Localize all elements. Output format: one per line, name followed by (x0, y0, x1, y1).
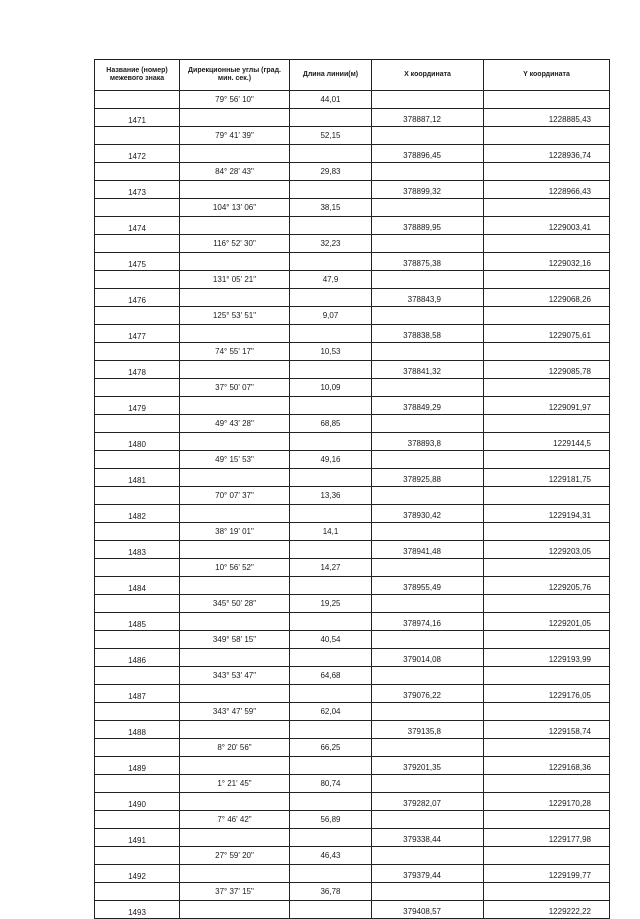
x-coordinate-cell: 379076,22 (372, 685, 484, 703)
y-coordinate-cell (484, 739, 610, 757)
line-length-cell (290, 181, 372, 199)
line-length-cell: 47,9 (290, 271, 372, 289)
line-length-cell: 52,15 (290, 127, 372, 145)
point-name-cell: 1472 (95, 145, 180, 163)
line-length-cell (290, 433, 372, 451)
table-row (95, 649, 610, 667)
line-length-cell (290, 397, 372, 415)
y-coordinate-cell: 1228966,43 (484, 181, 610, 199)
line-length-cell: 68,85 (290, 415, 372, 433)
table-row (95, 901, 610, 919)
table-row (95, 721, 610, 739)
table-row (95, 811, 610, 829)
table-row (95, 505, 610, 523)
point-name-cell: 1483 (95, 541, 180, 559)
point-name-cell: 1488 (95, 721, 180, 739)
point-name-cell: 1480 (95, 433, 180, 451)
point-name-cell: 1489 (95, 757, 180, 775)
direction-angle-cell (180, 865, 290, 883)
table-row (95, 343, 610, 361)
direction-angle-cell: 27° 59' 20" (180, 847, 290, 865)
point-name-cell: 1475 (95, 253, 180, 271)
y-coordinate-cell: 1229194,31 (484, 505, 610, 523)
line-length-cell (290, 721, 372, 739)
line-length-cell: 80,74 (290, 775, 372, 793)
x-coordinate-cell (372, 631, 484, 649)
x-coordinate-cell (372, 595, 484, 613)
direction-angle-cell: 10° 56' 52" (180, 559, 290, 577)
x-coordinate-cell (372, 703, 484, 721)
x-coordinate-cell (372, 883, 484, 901)
line-length-cell: 56,89 (290, 811, 372, 829)
point-name-cell: 1473 (95, 181, 180, 199)
line-length-cell: 40,54 (290, 631, 372, 649)
x-coordinate-cell (372, 91, 484, 109)
table-row (95, 199, 610, 217)
direction-angle-cell (180, 325, 290, 343)
x-coordinate-cell (372, 343, 484, 361)
line-length-cell (290, 577, 372, 595)
header-length: Длина линии(м) (290, 60, 372, 91)
x-coordinate-cell: 378843,9 (372, 289, 484, 307)
point-name-cell (95, 163, 180, 181)
table-row (95, 595, 610, 613)
table-row (95, 469, 610, 487)
direction-angle-cell (180, 829, 290, 847)
boundary-points-table (94, 59, 610, 919)
table-row (95, 757, 610, 775)
direction-angle-cell: 37° 37' 15" (180, 883, 290, 901)
direction-angle-cell: 343° 53' 47" (180, 667, 290, 685)
point-name-cell (95, 667, 180, 685)
y-coordinate-cell: 1229168,36 (484, 757, 610, 775)
point-name-cell (95, 127, 180, 145)
y-coordinate-cell (484, 811, 610, 829)
x-coordinate-cell: 378893,8 (372, 433, 484, 451)
point-name-cell (95, 379, 180, 397)
y-coordinate-cell: 1229203,05 (484, 541, 610, 559)
direction-angle-cell (180, 397, 290, 415)
x-coordinate-cell (372, 271, 484, 289)
direction-angle-cell (180, 721, 290, 739)
direction-angle-cell (180, 613, 290, 631)
y-coordinate-cell: 1229193,99 (484, 649, 610, 667)
direction-angle-cell (180, 901, 290, 919)
line-length-cell (290, 325, 372, 343)
table-body (95, 91, 610, 919)
table-row (95, 325, 610, 343)
point-name-cell (95, 451, 180, 469)
line-length-cell: 46,43 (290, 847, 372, 865)
x-coordinate-cell: 378925,88 (372, 469, 484, 487)
point-name-cell (95, 199, 180, 217)
point-name-cell (95, 91, 180, 109)
y-coordinate-cell (484, 127, 610, 145)
y-coordinate-cell (484, 487, 610, 505)
point-name-cell (95, 415, 180, 433)
table-row (95, 631, 610, 649)
direction-angle-cell: 49° 43' 28" (180, 415, 290, 433)
point-name-cell (95, 811, 180, 829)
x-coordinate-cell: 379379,44 (372, 865, 484, 883)
point-name-cell: 1484 (95, 577, 180, 595)
point-name-cell: 1485 (95, 613, 180, 631)
line-length-cell (290, 361, 372, 379)
direction-angle-cell (180, 289, 290, 307)
point-name-cell: 1492 (95, 865, 180, 883)
x-coordinate-cell (372, 235, 484, 253)
direction-angle-cell (180, 577, 290, 595)
point-name-cell (95, 235, 180, 253)
header-name: Название (номер) межевого знака (95, 60, 180, 91)
line-length-cell (290, 613, 372, 631)
x-coordinate-cell (372, 163, 484, 181)
x-coordinate-cell: 378930,42 (372, 505, 484, 523)
line-length-cell (290, 469, 372, 487)
direction-angle-cell (180, 181, 290, 199)
direction-angle-cell (180, 685, 290, 703)
x-coordinate-cell: 379338,44 (372, 829, 484, 847)
x-coordinate-cell: 378849,29 (372, 397, 484, 415)
header-y: Y координата (484, 60, 610, 91)
direction-angle-cell: 38° 19' 01" (180, 523, 290, 541)
point-name-cell (95, 271, 180, 289)
table-row (95, 667, 610, 685)
x-coordinate-cell (372, 775, 484, 793)
x-coordinate-cell (372, 559, 484, 577)
direction-angle-cell (180, 793, 290, 811)
y-coordinate-cell (484, 91, 610, 109)
y-coordinate-cell (484, 235, 610, 253)
y-coordinate-cell (484, 559, 610, 577)
y-coordinate-cell (484, 451, 610, 469)
point-name-cell: 1474 (95, 217, 180, 235)
direction-angle-cell: 1° 21' 45" (180, 775, 290, 793)
line-length-cell (290, 865, 372, 883)
line-length-cell: 29,83 (290, 163, 372, 181)
x-coordinate-cell: 378896,45 (372, 145, 484, 163)
header-angle: Дирекционные углы (град. мин. сек.) (180, 60, 290, 91)
y-coordinate-cell (484, 163, 610, 181)
point-name-cell: 1490 (95, 793, 180, 811)
y-coordinate-cell: 1229158,74 (484, 721, 610, 739)
y-coordinate-cell (484, 199, 610, 217)
line-length-cell: 44,01 (290, 91, 372, 109)
line-length-cell: 62,04 (290, 703, 372, 721)
direction-angle-cell (180, 757, 290, 775)
y-coordinate-cell: 1229176,05 (484, 685, 610, 703)
direction-angle-cell (180, 253, 290, 271)
table-row (95, 577, 610, 595)
header-x: X координата (372, 60, 484, 91)
point-name-cell: 1476 (95, 289, 180, 307)
x-coordinate-cell: 378841,32 (372, 361, 484, 379)
y-coordinate-cell (484, 775, 610, 793)
y-coordinate-cell (484, 307, 610, 325)
line-length-cell: 10,09 (290, 379, 372, 397)
x-coordinate-cell (372, 415, 484, 433)
x-coordinate-cell (372, 523, 484, 541)
direction-angle-cell (180, 505, 290, 523)
table-row (95, 613, 610, 631)
line-length-cell: 64,68 (290, 667, 372, 685)
y-coordinate-cell (484, 703, 610, 721)
point-name-cell: 1471 (95, 109, 180, 127)
x-coordinate-cell: 378889,95 (372, 217, 484, 235)
line-length-cell (290, 109, 372, 127)
y-coordinate-cell: 1229222,22 (484, 901, 610, 919)
table-row (95, 883, 610, 901)
x-coordinate-cell: 378887,12 (372, 109, 484, 127)
table-row (95, 127, 610, 145)
point-name-cell (95, 559, 180, 577)
x-coordinate-cell (372, 667, 484, 685)
table-row (95, 865, 610, 883)
point-name-cell: 1487 (95, 685, 180, 703)
table-row (95, 217, 610, 235)
x-coordinate-cell: 379135,8 (372, 721, 484, 739)
point-name-cell (95, 631, 180, 649)
direction-angle-cell: 125° 53' 51" (180, 307, 290, 325)
direction-angle-cell: 79° 56' 10" (180, 91, 290, 109)
table-row (95, 379, 610, 397)
table-header-row (95, 60, 610, 91)
x-coordinate-cell (372, 487, 484, 505)
point-name-cell (95, 739, 180, 757)
point-name-cell: 1493 (95, 901, 180, 919)
y-coordinate-cell: 1229205,76 (484, 577, 610, 595)
table-row (95, 487, 610, 505)
point-name-cell (95, 883, 180, 901)
table-row (95, 775, 610, 793)
direction-angle-cell: 7° 46' 42" (180, 811, 290, 829)
line-length-cell (290, 685, 372, 703)
table-row (95, 163, 610, 181)
x-coordinate-cell: 379408,57 (372, 901, 484, 919)
x-coordinate-cell: 378941,48 (372, 541, 484, 559)
point-name-cell: 1482 (95, 505, 180, 523)
x-coordinate-cell (372, 379, 484, 397)
table-row (95, 559, 610, 577)
y-coordinate-cell (484, 883, 610, 901)
x-coordinate-cell: 378899,32 (372, 181, 484, 199)
direction-angle-cell (180, 109, 290, 127)
y-coordinate-cell (484, 343, 610, 361)
table-row (95, 181, 610, 199)
x-coordinate-cell: 379201,35 (372, 757, 484, 775)
table-row (95, 433, 610, 451)
y-coordinate-cell: 1228885,43 (484, 109, 610, 127)
y-coordinate-cell (484, 415, 610, 433)
direction-angle-cell (180, 469, 290, 487)
point-name-cell: 1477 (95, 325, 180, 343)
y-coordinate-cell: 1229177,98 (484, 829, 610, 847)
line-length-cell: 13,36 (290, 487, 372, 505)
direction-angle-cell: 74° 55' 17" (180, 343, 290, 361)
line-length-cell: 9,07 (290, 307, 372, 325)
point-name-cell (95, 775, 180, 793)
y-coordinate-cell: 1228936,74 (484, 145, 610, 163)
point-name-cell: 1481 (95, 469, 180, 487)
line-length-cell (290, 217, 372, 235)
y-coordinate-cell: 1229068,26 (484, 289, 610, 307)
line-length-cell: 10,53 (290, 343, 372, 361)
point-name-cell (95, 847, 180, 865)
y-coordinate-cell: 1229085,78 (484, 361, 610, 379)
y-coordinate-cell (484, 379, 610, 397)
x-coordinate-cell: 378838,58 (372, 325, 484, 343)
table-row (95, 235, 610, 253)
direction-angle-cell: 8° 20' 56" (180, 739, 290, 757)
table-row (95, 523, 610, 541)
direction-angle-cell: 37° 50' 07" (180, 379, 290, 397)
x-coordinate-cell: 378955,49 (372, 577, 484, 595)
line-length-cell (290, 541, 372, 559)
direction-angle-cell (180, 145, 290, 163)
table-row (95, 271, 610, 289)
table-row (95, 541, 610, 559)
table-row (95, 829, 610, 847)
direction-angle-cell (180, 649, 290, 667)
direction-angle-cell: 104° 13' 06" (180, 199, 290, 217)
x-coordinate-cell: 378875,38 (372, 253, 484, 271)
table-row (95, 739, 610, 757)
y-coordinate-cell (484, 667, 610, 685)
table-row (95, 451, 610, 469)
direction-angle-cell (180, 433, 290, 451)
y-coordinate-cell: 1229199,77 (484, 865, 610, 883)
line-length-cell (290, 289, 372, 307)
line-length-cell: 19,25 (290, 595, 372, 613)
table-row (95, 361, 610, 379)
table-row (95, 793, 610, 811)
point-name-cell: 1479 (95, 397, 180, 415)
point-name-cell (95, 343, 180, 361)
table-row (95, 91, 610, 109)
y-coordinate-cell: 1229170,28 (484, 793, 610, 811)
direction-angle-cell: 70° 07' 37" (180, 487, 290, 505)
table-row (95, 397, 610, 415)
direction-angle-cell: 84° 28' 43" (180, 163, 290, 181)
x-coordinate-cell (372, 199, 484, 217)
line-length-cell (290, 253, 372, 271)
y-coordinate-cell: 1229003,41 (484, 217, 610, 235)
line-length-cell: 14,27 (290, 559, 372, 577)
line-length-cell (290, 649, 372, 667)
direction-angle-cell: 349° 58' 15" (180, 631, 290, 649)
x-coordinate-cell: 379282,07 (372, 793, 484, 811)
line-length-cell: 36,78 (290, 883, 372, 901)
y-coordinate-cell: 1229201,05 (484, 613, 610, 631)
point-name-cell: 1486 (95, 649, 180, 667)
table-row (95, 703, 610, 721)
direction-angle-cell (180, 361, 290, 379)
y-coordinate-cell: 1229181,75 (484, 469, 610, 487)
table-row (95, 415, 610, 433)
line-length-cell (290, 901, 372, 919)
point-name-cell: 1478 (95, 361, 180, 379)
x-coordinate-cell: 378974,16 (372, 613, 484, 631)
point-name-cell: 1491 (95, 829, 180, 847)
y-coordinate-cell: 1229075,61 (484, 325, 610, 343)
table-row (95, 253, 610, 271)
point-name-cell (95, 487, 180, 505)
y-coordinate-cell (484, 271, 610, 289)
x-coordinate-cell (372, 739, 484, 757)
direction-angle-cell: 131° 05' 21" (180, 271, 290, 289)
x-coordinate-cell (372, 127, 484, 145)
direction-angle-cell: 116° 52' 30" (180, 235, 290, 253)
x-coordinate-cell (372, 307, 484, 325)
direction-angle-cell: 79° 41' 39" (180, 127, 290, 145)
table-row (95, 289, 610, 307)
line-length-cell: 66,25 (290, 739, 372, 757)
x-coordinate-cell (372, 811, 484, 829)
x-coordinate-cell (372, 847, 484, 865)
line-length-cell (290, 829, 372, 847)
table-row (95, 145, 610, 163)
line-length-cell (290, 757, 372, 775)
y-coordinate-cell: 1229144,5 (484, 433, 610, 451)
line-length-cell (290, 793, 372, 811)
y-coordinate-cell: 1229091,97 (484, 397, 610, 415)
point-name-cell (95, 307, 180, 325)
table-row (95, 109, 610, 127)
line-length-cell: 49,16 (290, 451, 372, 469)
direction-angle-cell: 343° 47' 59" (180, 703, 290, 721)
x-coordinate-cell: 379014,08 (372, 649, 484, 667)
direction-angle-cell (180, 541, 290, 559)
line-length-cell: 38,15 (290, 199, 372, 217)
table-row (95, 685, 610, 703)
direction-angle-cell: 49° 15' 53" (180, 451, 290, 469)
y-coordinate-cell (484, 631, 610, 649)
line-length-cell (290, 145, 372, 163)
table-row (95, 847, 610, 865)
direction-angle-cell (180, 217, 290, 235)
point-name-cell (95, 595, 180, 613)
line-length-cell: 32,23 (290, 235, 372, 253)
y-coordinate-cell (484, 595, 610, 613)
point-name-cell (95, 523, 180, 541)
y-coordinate-cell: 1229032,16 (484, 253, 610, 271)
point-name-cell (95, 703, 180, 721)
y-coordinate-cell (484, 523, 610, 541)
x-coordinate-cell (372, 451, 484, 469)
direction-angle-cell: 345° 50' 28" (180, 595, 290, 613)
y-coordinate-cell (484, 847, 610, 865)
line-length-cell (290, 505, 372, 523)
table-row (95, 307, 610, 325)
line-length-cell: 14,1 (290, 523, 372, 541)
